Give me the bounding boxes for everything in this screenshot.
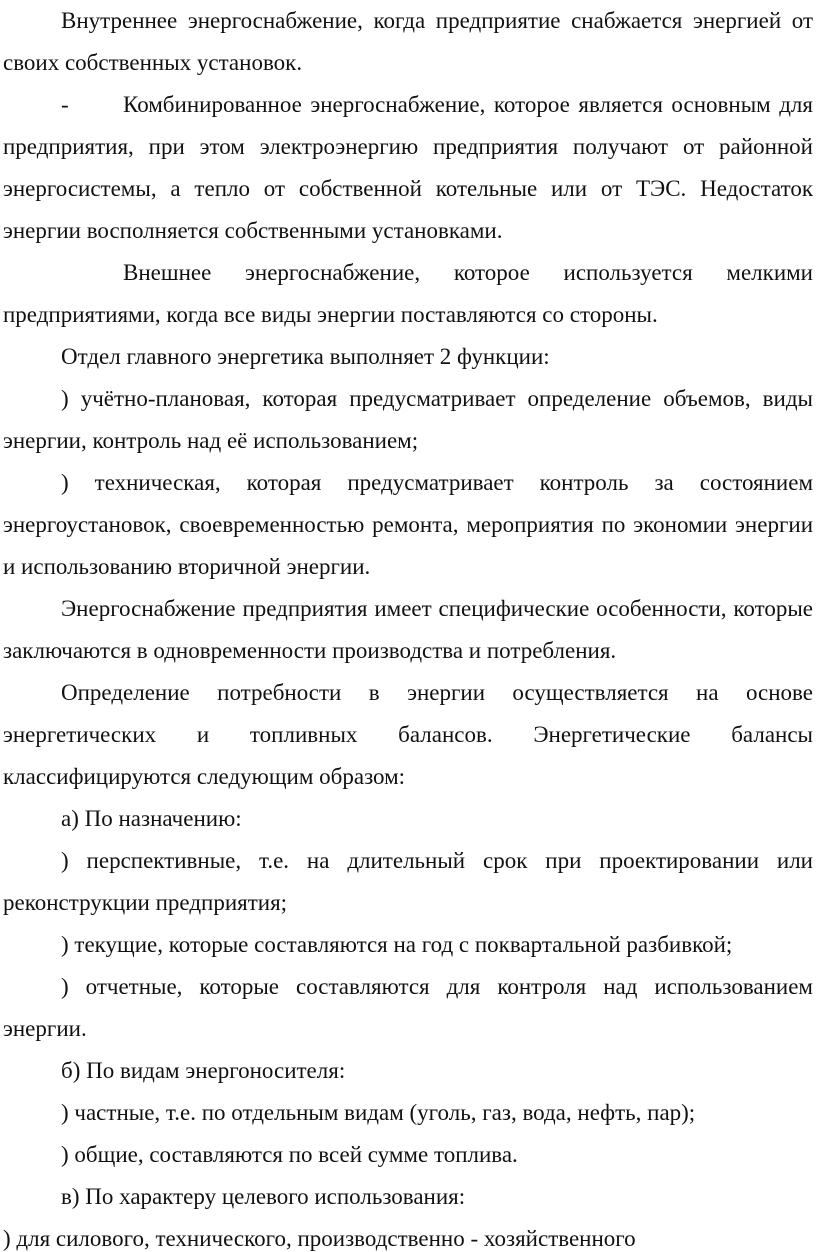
paragraph-combined-supply-text: Комбинированное энергоснабжение, которое является основным для предприятия, при этом электроэнергию предприятия получают от районной энергосистемы, а тепло от собственной котельные или от ТЭС. Недостаток энергии восполняется собственными установками.	[3, 92, 813, 243]
paragraph-specific-features: Энергоснабжение предприятия имеет специфические особенности, которые заключаются в одновременности производства и потребления.	[3, 596, 813, 663]
paragraph-internal-supply: Внутреннее энергоснабжение, когда предприятие снабжается энергией от своих собственных установок.	[3, 8, 813, 75]
list-dash: -	[61, 92, 69, 117]
list-item-reporting: ) отчетные, которые составляются для контроля над использованием энергии.	[3, 974, 813, 1041]
list-heading-by-purpose: а) По назначению:	[61, 806, 242, 831]
list-item-private: ) частные, т.е. по отдельным видам (уголь, газ, вода, нефть, пар);	[61, 1100, 696, 1125]
list-heading-by-usage: в) По характеру целевого использования:	[61, 1184, 466, 1209]
paragraph-external-supply: Внешнее энергоснабжение, которое используется мелкими предприятиями, когда все виды энергии поставляются со стороны.	[3, 260, 813, 327]
list-item-current: ) текущие, которые составляются на год с поквартальной разбивкой;	[61, 932, 733, 957]
paragraph-combined-supply	[3, 84, 813, 252]
list-item-general: ) общие, составляются по всей сумме топлива.	[61, 1142, 518, 1167]
paragraph-balances: Определение потребности в энергии осуществляется на основе энергетических и топливных балансов. Энергетические балансы классифицируются следующим образом:	[3, 680, 813, 789]
paragraph-energy-department: Отдел главного энергетика выполняет 2 функции:	[61, 344, 550, 369]
paragraph-planning-function: ) учётно-плановая, которая предусматривает определение объемов, виды энергии, контроль над её использованием;	[3, 386, 813, 453]
list-item-perspective: ) перспективные, т.е. на длительный срок при проектировании или реконструкции предприятия;	[3, 848, 813, 915]
list-item-power-usage: ) для силового, технического, производственно - хозяйственного	[3, 1226, 636, 1251]
paragraph-technical-function: ) техническая, которая предусматривает контроль за состоянием энергоустановок, своевременностью ремонта, мероприятия по экономии энергии и использованию вторичной энергии.	[3, 470, 813, 579]
list-heading-by-carrier: б) По видам энергоносителя:	[61, 1058, 346, 1083]
